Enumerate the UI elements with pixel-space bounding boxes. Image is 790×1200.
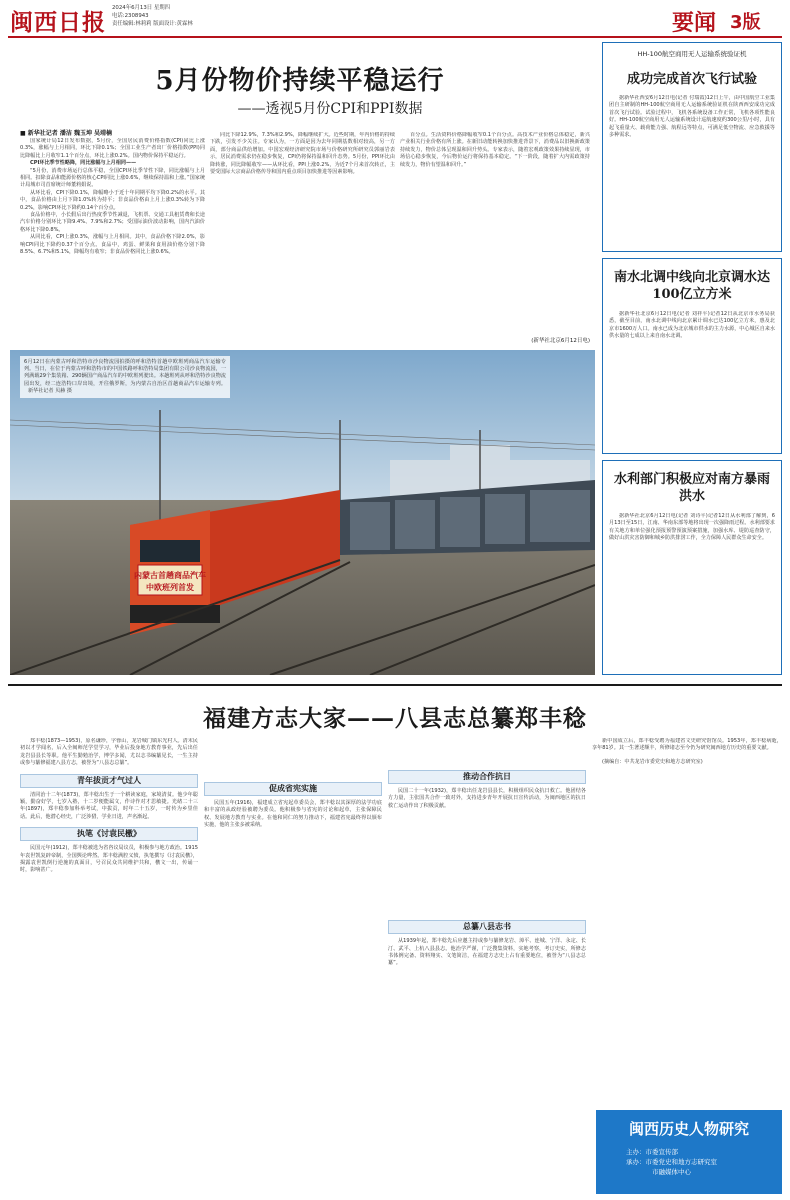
section-heading bbox=[204, 782, 382, 796]
masthead-rule bbox=[8, 36, 782, 38]
story1-paragraph: 据新华社西安6月12日电(记者 付瑞霞)12日上午，由中国航空工业集团自主研制的HH-100航空商用无人运输系统验证机在陕西西安成功完成首次飞行试验。试验过程中，飞机各系统设备工作正常，飞机各项性能良好。HH-100航空商用无人运输系统设计巡航速度约300公里/小时，具有起飞重量大、载荷能力强、航程远等特点，可满足低空物流、应急救援等多种需求。 bbox=[609, 95, 775, 139]
sponsor-line: 主办：市委宣传部 bbox=[626, 1148, 678, 1156]
feature-column-1 bbox=[20, 738, 198, 1190]
section-heading-text: 促成省宪实施 bbox=[269, 784, 317, 793]
feature-paragraph: 民国元年(1912)，郑丰稔被选为省咨议局议员，积极参与地方政治。1915年袁世凯复辟帝制，全国舆论哗然。郑丰稔满腔义愤，执笔撰写《讨袁民檄》，揭露袁世凯倒行逆施的真面目，号召民众共同维护共和，檄文一出，传诵一时，影响甚广。 bbox=[20, 845, 198, 874]
feature-paragraph: 清同治十二年(1873)，郑丰稔出生于一个耕读家庭，家境清贫。他少年聪颖，勤奋好学，七岁入塾，十二岁便能属文，作诗作对才思敏捷。光绪二十三年(1897)，郑丰稔参加科举考试，中拔贡，时年二十五岁，一时传为乡里佳话。此后，他潜心经史，广泛涉猎，学业日进，声名渐起。 bbox=[20, 791, 198, 820]
right-column bbox=[602, 42, 782, 677]
lead-subtitle: ——透视5月份CPI和PPI数据 bbox=[237, 101, 423, 117]
feature-column-4 bbox=[592, 738, 782, 1098]
caption-text: 6月12日在内蒙古呼和浩特市沙良物流园拍摄的呼和浩特首趟中欧班列商品汽车运输专列。当日，在位于内蒙古呼和浩特市的中国铁路呼和浩特局集团有限公司沙良物流园，一列满载29个集装箱、290辆国产商品汽车的中欧班列驶出。本趟班列从呼和浩特沙良物流园出发，经二连浩特口岸出境，开往俄罗斯，为内蒙古自治区首趟商品汽车运输专列。 bbox=[24, 359, 226, 387]
masthead bbox=[0, 0, 790, 36]
feature-top-rule bbox=[8, 684, 782, 686]
editors: 责任编辑:林莉莉 版面设计:黄霖林 bbox=[112, 21, 193, 27]
page-number: 3版 bbox=[730, 12, 761, 33]
photo-caption-box bbox=[20, 356, 230, 398]
feature-paragraph: 郑丰稔(1873—1953)，原名谦珍，字蓉山，龙岩城门镇东光村人。清末民初以才学闻名，后入全闽师范学堂学习，毕业后投身地方教育事业，先后出任龙岩县县长等职。他平生勤勉治学，博学多闻，尤以志书编纂见长，一生主持或参与纂修福建八县方志，被誉为“八县志总纂”。 bbox=[20, 738, 198, 767]
lead-paragraph: CPI环比季节性略降，同比涨幅与上月相同—— bbox=[30, 160, 137, 167]
lead-byline bbox=[20, 128, 112, 137]
column-sponsor-box bbox=[596, 1110, 782, 1194]
lead-column-2 bbox=[210, 132, 395, 348]
lead-paragraph: 从同比看，CPI上涨0.3%，涨幅与上月相同。其中，食品价格下降2.0%，影响CPI同比下降约0.37个百分点。食品中，鸡蛋、鲜果和食用油价格分别下降8.5%、6.7%和5.1%，降幅均有收窄；非食品价格同比上涨0.6%。 bbox=[20, 234, 205, 256]
lead-paragraph: “5月份，消费市场运行总体平稳，全国CPI环比季节性下降，同比涨幅与上月相同。扣除食品和能源价格的核心CPI同比上涨0.6%，继续保持温和上涨。”国家统计局城市司首席统计师董莉娟说。 bbox=[20, 167, 205, 189]
column-sponsor-lines bbox=[626, 1147, 782, 1177]
story-box-1 bbox=[602, 42, 782, 252]
issue-date: 2024年6月13日 星期四 bbox=[112, 5, 171, 11]
feature-paragraph: 新中国成立后，郑丰稔受聘为福建省文史研究馆馆员。1953年，郑丰稔病逝，享年81岁。其一生著述颇丰，所修诸志至今仍为研究闽西地方历史的重要文献。 bbox=[592, 738, 782, 752]
section-heading bbox=[388, 770, 586, 784]
phone: 电话:2308943 bbox=[112, 13, 149, 19]
section-heading bbox=[20, 774, 198, 788]
sponsor-line: 市融媒体中心 bbox=[652, 1168, 691, 1176]
lead-column-3 bbox=[400, 132, 590, 332]
news-photo bbox=[10, 350, 595, 675]
lead-headline: 5月份物价持续平稳运行 bbox=[155, 66, 445, 96]
lead-paragraph: 从环比看，CPI下降0.1%，降幅略小于近十年同期平均下降0.2%的水平。其中，食品价格由上月下降1.0%转为持平；非食品价格由上月上涨0.3%转为下降0.2%，影响CPI环比下降约0.14个百分点。 bbox=[20, 189, 205, 211]
feature-column-3 bbox=[388, 738, 586, 1190]
train-photo-illustration bbox=[10, 350, 595, 675]
lead-paragraph: 同比下降12.9%，7.3%和2.9%，降幅继续扩大。近些时期，年内价格的持续下跌，引发不少关注。专家认为，一方面是因为去年同期基数相对较高，另一方面，部分商品供给增加。中国宏观经济研究院市场与价格研究所研究员郭丽岩表示，居民消费需求仍在稳步恢复，CPI仍将保持温和回升态势。5月份，PPI环比由降转涨，同比降幅收窄——从环比看，PPI上涨0.2%，为近7个月来首次转正，主要受国际大宗商品价格传导和国内重点项目加快推进等因素影响。 bbox=[210, 132, 395, 176]
train-banner-line-2: 中欧班列首发 bbox=[146, 583, 194, 592]
section-name: 要闻 bbox=[672, 11, 717, 36]
byline-marker: ■ bbox=[20, 130, 28, 137]
photo-caption bbox=[24, 359, 226, 395]
train-banner-line-1: 内蒙古首趟商品汽车 bbox=[134, 571, 206, 580]
section-heading-text: 青年拔贡才气过人 bbox=[77, 775, 141, 785]
feature-paragraph: 从1939年起，郑丰稔先后应邀主持或参与纂修龙岩、漳平、连城、宁洋、永定、长汀、武平、上杭八县县志。他治学严谨，广泛搜集资料，实地考察，考订史实，所修志书体例完备、资料翔实、文笔简洁，在福建方志史上占有重要地位，被誉为“八县志总纂”。 bbox=[388, 938, 586, 967]
lead-dateline: (新华社北京6月12日电) bbox=[531, 338, 590, 344]
story3-paragraph: 据新华社北京6月12日电(记者 刘诗平)记者12日从水利部了解到，6月13日至15日，江南、华南东部等地将出现一次强降雨过程。水利部要求有关地方和单位强化预报预警预演预案措施，加强水库、堤防巡查防守，做好山洪灾害防御和城乡防洪排涝工作，全力保障人民群众生命安全。 bbox=[609, 513, 775, 542]
story3-body bbox=[609, 513, 775, 663]
byline-text: 新华社记者 潘洁 魏玉坤 吴靖楠 bbox=[27, 130, 113, 137]
feature-headline: 福建方志大家——八县志总纂郑丰稔 bbox=[203, 705, 587, 732]
story-box-2 bbox=[602, 258, 782, 454]
feature-paragraph: 民国五年(1916)，福建成立省宪起草委员会，郑丰稔以其深厚的法学功底和丰富的从政经验被聘为委员。他积极参与省宪的讨论和起草，主张保障民权、发展地方教育与实业。在他和同仁的努力推动下，福建省宪最终得以颁布实施，他的主张多被采纳。 bbox=[204, 800, 382, 829]
story2-paragraph: 据新华社北京6月12日电(记者 刘祥平)记者12日从北京市水务局获悉，截至目前，南水北调中线向北京累计调水已达100亿立方米，惠及北京市1600万人口。南水已成为北京城市供水的主力水源，中心城区自来水供水量的七成以上来自南水北调。 bbox=[609, 311, 775, 340]
section-heading-text: 总纂八县志书 bbox=[463, 922, 511, 932]
photo-credit: 新华社记者 贝赫 摄 bbox=[28, 387, 72, 394]
newspaper-logo: 闽西日报 bbox=[10, 9, 106, 36]
story2-body bbox=[609, 311, 775, 441]
story1-title: 成功完成首次飞行试验 bbox=[626, 72, 757, 87]
feature-paragraph: 民国二十一年(1932)，郑丰稔出任龙岩县县长，积极组织民众抗日救亡。他团结各方力量，主张国共合作一致对外，支持进步青年开展抗日宣传活动，为闽西地区的抗日救亡运动作出了积极贡献。 bbox=[388, 788, 586, 809]
story2-title: 南水北调中线向北京调水达100亿立方米 bbox=[613, 270, 770, 302]
section-heading-text: 执笔《讨袁民檄》 bbox=[77, 829, 141, 839]
masthead-info bbox=[112, 4, 193, 28]
section-heading bbox=[20, 827, 198, 841]
section-heading-text: 推动合作抗日 bbox=[463, 772, 511, 781]
story-box-3 bbox=[602, 460, 782, 675]
story1-kicker: HH-100航空商用无人运输系统验证机 bbox=[637, 50, 747, 58]
story1-body bbox=[609, 95, 775, 245]
lead-column-1 bbox=[20, 138, 205, 336]
story3-title: 水利部门积极应对南方暴雨洪水 bbox=[613, 472, 770, 504]
sponsor-line: 承办：市委党史和地方志研究室 bbox=[626, 1158, 717, 1166]
feature-footnote: (摘编自：中共龙岩市委党史和地方志研究室) bbox=[602, 758, 703, 765]
column-title: 闽西历史人物研究 bbox=[628, 1120, 749, 1138]
feature-column-2 bbox=[204, 738, 382, 1190]
lead-paragraph: 食品价格中，小长假后出行热度季节性减退，飞机票、交通工具租赁费和长途汽车价格分别环比下降9.4%、7.9%和2.7%；受国际油价波动影响，国内汽油价格环比下降0.8%。 bbox=[20, 212, 205, 233]
lead-paragraph: 百分点。生活资料价格降幅收窄0.1个百分点。高技术产业价格总体稳定，新兴产业相关行业价格有所上涨。在新旧动能转换加快推进背景下，消费品以旧换新政策持续发力，物价总体呈现温和回升势头。专家表示，随着宏观政策效果持续显现，市场信心稳步恢复，今后物价运行将保持基本稳定。“下一阶段，随着扩大内需政策持续发力，物价有望温和回升。” bbox=[400, 132, 590, 168]
lead-paragraph: 国家统计局12日发布数据，5月份，全国居民消费价格指数(CPI)同比上涨0.3%，涨幅与上月相同，环比下降0.1%；全国工业生产者出厂价格指数(PPI)同比降幅比上月收窄1.1个百分点，环比上涨0.2%。国内物价保持平稳运行。 bbox=[20, 138, 205, 159]
section-heading bbox=[388, 920, 586, 934]
